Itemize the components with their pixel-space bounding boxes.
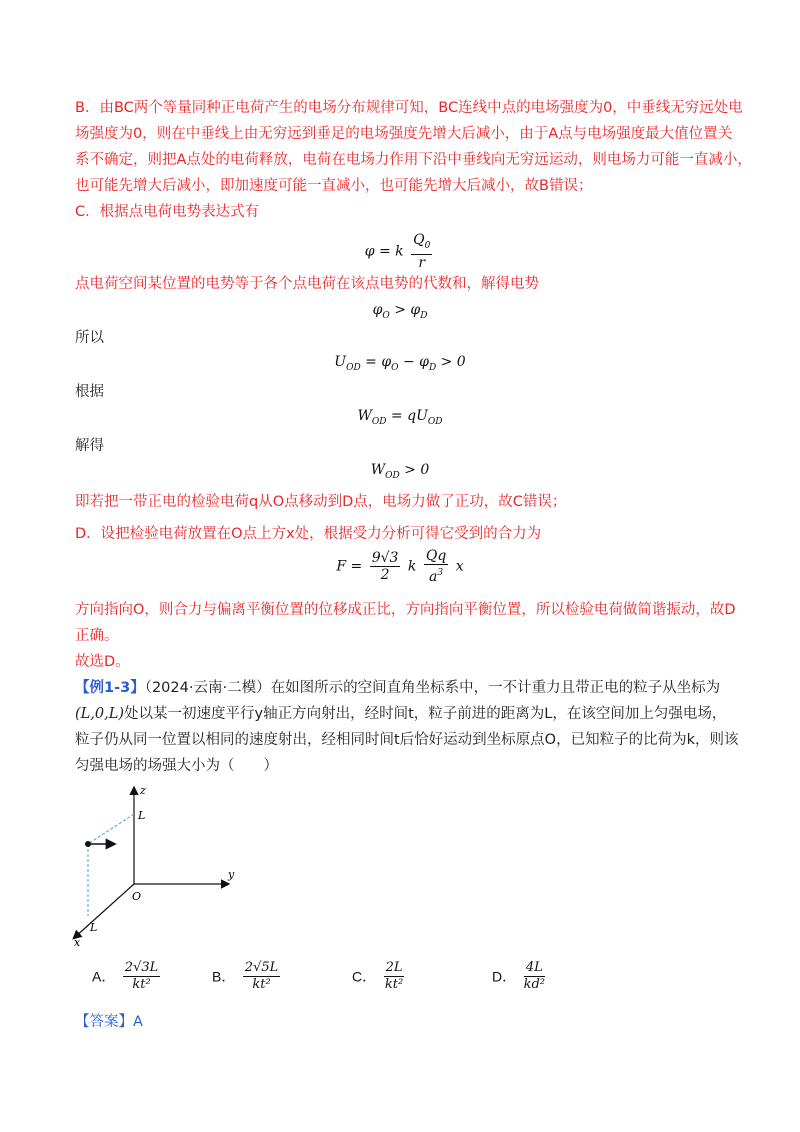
formula-force-coef-num: 9√3 (371, 550, 399, 566)
formula-force-lhs: F = (336, 558, 363, 575)
option-b-line-3: 系不确定，则把A点处的电荷释放，电荷在电场力作用下沿中垂线向无穷远运动，则电场力可能一直减小， (75, 152, 752, 168)
example-line-2 (75, 702, 735, 726)
x-axis-label: x (74, 936, 81, 949)
choice-c-fraction (384, 960, 405, 993)
choice-d[interactable] (492, 960, 548, 993)
option-d-final: 故选D。 (75, 654, 130, 670)
formula-work-positive: $W_{OD} > 0$ (370, 462, 430, 481)
choice-d-num: 4L (524, 960, 545, 977)
choice-a-fraction (123, 960, 160, 993)
formula-force (0, 548, 800, 585)
formula-force-k: k (407, 558, 417, 575)
formula-force-charge (424, 548, 448, 585)
option-c-text-3: 所以 (75, 330, 104, 346)
option-c-text-4: 根据 (75, 384, 104, 400)
formula-potential (0, 232, 800, 271)
formula-compare: $\varphi_O > \varphi_D$ (372, 302, 428, 321)
y-axis-label: y (228, 868, 235, 881)
example-text-2: 处以某一初速度平行y轴正方向射出，经时间t，粒子前进的距离为L，在该空间加上匀强电场， (124, 706, 727, 722)
z-length-label: L (138, 809, 146, 822)
option-c-text-5: 解得 (75, 438, 104, 454)
option-d-intro: D．设把检验电荷放置在O点上方x处，根据受力分析可得它受到的合力为 (75, 526, 542, 542)
choice-d-fraction (524, 960, 545, 993)
formula-potential-lhs: φ = k (364, 243, 404, 260)
choice-c-den: kt² (384, 977, 404, 992)
choice-b-label: B． (212, 968, 236, 985)
formula-work: $W_{OD} = qU_{OD}$ (357, 408, 443, 427)
z-axis-label: z (140, 784, 146, 797)
choice-c[interactable] (352, 960, 407, 993)
formula-potential-numerator: $Q_0$ (411, 232, 432, 255)
formula-force-x: x (455, 558, 464, 575)
option-b-line-1: B．由BC两个等量同种正电荷产生的电场分布规律可知，BC连线中点的电场强度为0，中垂线无穷远处电 (75, 100, 743, 116)
formula-potential-denominator: r (418, 255, 426, 271)
choice-c-num: 2L (385, 960, 403, 975)
option-d-line-3: 正确。 (75, 628, 119, 644)
choice-a[interactable] (92, 960, 163, 993)
example-line-4: 匀强电场的场强大小为（ ） (75, 758, 278, 774)
answer: 【答案】A (75, 1014, 143, 1030)
x-length-label: L (90, 921, 98, 934)
formula-potential-fraction (411, 232, 432, 271)
example-line-3: 粒子仍从同一位置以相同的速度射出，经相同时间t后恰好运动到坐标原点O，已知粒子的比荷为k，则该 (75, 732, 739, 748)
choice-b-fraction (243, 960, 280, 993)
option-c-conclusion: 即若把一带正电的检验电荷q从O点移动到D点，电场力做了正功，故C错误； (75, 494, 567, 510)
example-text-1: （2024·云南·二模）在如图所示的空间直角坐标系中，一不计重力且带正电的粒子从坐标为 (144, 680, 721, 696)
option-b-line-2: 场强度为0，则在中垂线上由无穷远到垂足的电场强度先增大后减小，由于A点与电场强度最大值位置关 (75, 126, 733, 142)
example-line-1 (75, 676, 735, 700)
formula-force-charge-den: $a^3$ (429, 568, 444, 585)
choice-a-num: 2√3L (124, 960, 159, 975)
choice-b-den: kt² (252, 977, 271, 992)
formula-force-coef-den: 2 (380, 567, 390, 583)
formula-force-coef (370, 550, 401, 583)
option-c-intro: C．根据点电荷电势表达式有 (75, 204, 260, 220)
choice-b-num: 2√5L (244, 960, 279, 975)
choice-d-den: kd² (523, 977, 545, 992)
option-c-text-2: 点电荷空间某位置的电势等于各个点电荷在该点电势的代数和，解得电势 (75, 276, 539, 292)
formula-voltage: $U_{OD} = \varphi_O - \varphi_D > 0$ (334, 354, 466, 373)
x-axis (74, 884, 134, 938)
example-coord: (L,0,L) (75, 706, 125, 722)
dashed-line-from-z (88, 814, 134, 844)
choice-c-label: C． (352, 968, 377, 985)
coordinate-diagram (60, 780, 260, 950)
example-tag: 【例1-3】 (75, 680, 145, 696)
origin-label: O (132, 890, 142, 903)
formula-force-charge-num: Qq (425, 548, 447, 564)
option-d-line-2: 方向指向O，则合力与偏离平衡位置的位移成正比，方向指向平衡位置，所以检验电荷做简谐振动，故D (75, 602, 736, 618)
choice-a-label: A． (92, 968, 116, 985)
choice-d-label: D． (492, 968, 517, 985)
choice-b[interactable] (212, 960, 283, 993)
option-b-line-4: 也可能先增大后减小，即加速度可能一直减小，也可能先增大后减小，故B错误； (75, 178, 593, 194)
choice-a-den: kt² (132, 977, 151, 992)
